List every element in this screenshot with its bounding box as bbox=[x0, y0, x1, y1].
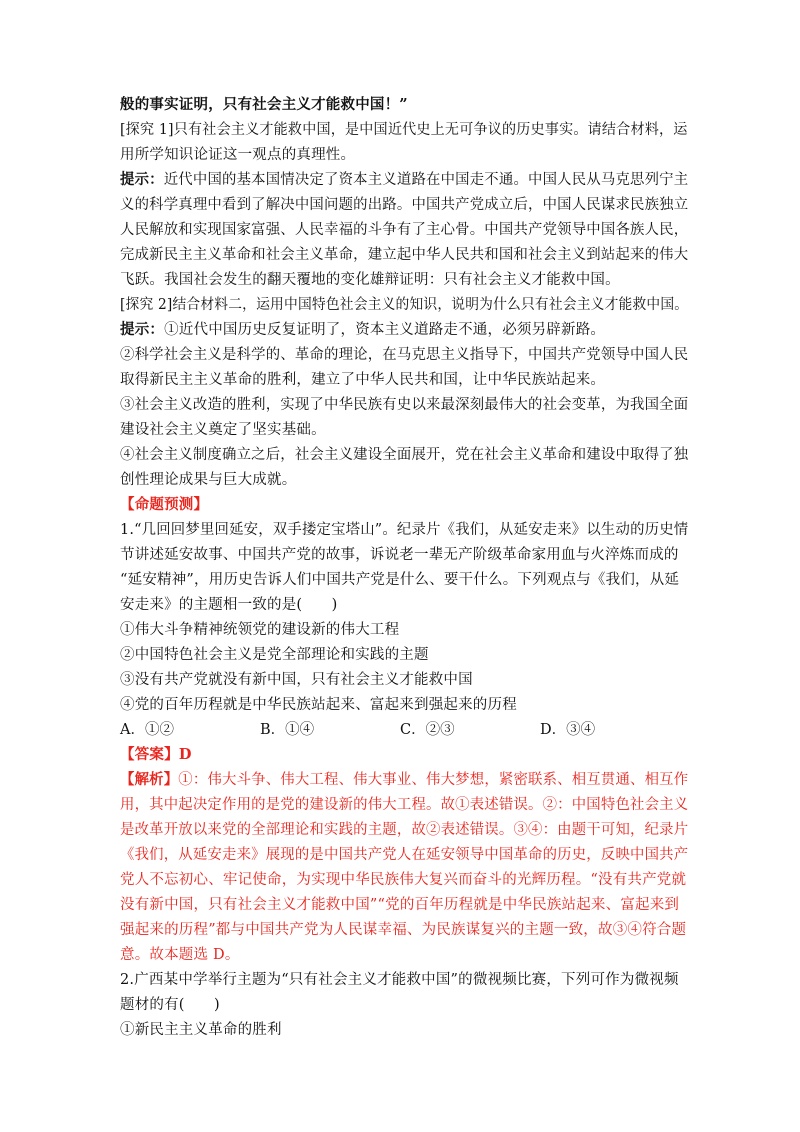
text: ①近代中国历史反复证明了，资本主义道路走不通，必须另辟新路。 bbox=[164, 322, 606, 338]
section-heading: 【命题预测】 bbox=[120, 496, 209, 513]
label: 【答案】 bbox=[120, 746, 179, 763]
hint-2 bbox=[120, 320, 605, 340]
explore-1-question bbox=[120, 120, 688, 140]
text-line: 人民解放和实现国家富强、人民幸福的斗争有了主心骨。中国共产党领导中国各族人民， bbox=[120, 222, 689, 238]
analysis-line bbox=[120, 770, 688, 790]
text-line: ②科学社会主义是科学的、革命的理论，在马克思主义指导下，中国共产党领导中国人民 bbox=[120, 347, 689, 363]
analysis-line: 党人不忘初心、牢记使命，为实现中华民族伟大复兴而奋斗的光辉历程。“没有共产党就 bbox=[120, 872, 687, 888]
label: 提示： bbox=[120, 321, 165, 338]
text-line: 完成新民主主义革命和社会主义革命，建立起中华人民共和国和社会主义到站起来的伟大 bbox=[120, 247, 689, 263]
option-b: B．①④ bbox=[260, 722, 315, 738]
text-line: 节讲述延安故事、中国共产党的故事，诉说老一辈无产阶级革命家用血与火淬炼而成的 bbox=[120, 547, 679, 563]
question-1: 1.“几回回梦里回延安，双手搂定宝塔山”。纪录片《我们，从延安走来》以生动的历史情 bbox=[120, 522, 689, 538]
text-line: 义的科学真理中看到了解决中国问题的出路。中国共产党成立后，中国人民谋求民族独立 bbox=[120, 197, 689, 213]
analysis-line: 意。故本题选 D。 bbox=[120, 947, 240, 963]
statement-1: ①新民主主义革命的胜利 bbox=[120, 1022, 282, 1038]
option-d: D．③④ bbox=[540, 722, 596, 738]
analysis-line: 强起来的历程”都与中国共产党为人民谋幸福、为民族谋复兴的主题一致，故③④符合题 bbox=[120, 922, 687, 938]
text-line: “延安精神”，用历史告诉人们中国共产党是什么、要干什么。下列观点与《我们，从延 bbox=[120, 572, 680, 588]
text-line: 安走来》的主题相一致的是( ) bbox=[120, 597, 338, 613]
text-line: 题材的有( ) bbox=[120, 997, 220, 1013]
label: 提示： bbox=[120, 171, 164, 188]
text-line: 取得新民主主义革命的胜利，建立了中华人民共和国，让中华民族站起来。 bbox=[120, 372, 606, 388]
text: 近代中国的基本国情决定了资本主义道路在中国走不通。中国人民从马克思列宁主 bbox=[163, 172, 689, 188]
option-c: C．②③ bbox=[400, 722, 455, 738]
option-a: A．①② bbox=[120, 722, 174, 738]
analysis-line: 用，其中起决定作用的是党的建设新的伟大工程。故①表述错误。②：中国特色社会主义 bbox=[120, 797, 689, 813]
answer-value: D bbox=[178, 746, 192, 763]
text-line: ③社会主义改造的胜利，实现了中华民族有史以来最深刻最伟大的社会变革，为我国全面 bbox=[120, 397, 689, 413]
explore-2-question bbox=[120, 295, 688, 315]
question-2: 2.广西某中学举行主题为“只有社会主义才能救中国”的微视频比赛，下列可作为微视频 bbox=[120, 972, 679, 988]
text: 只有社会主义才能救中国，是中国近代史上无可争议的历史事实。请结合材料，运 bbox=[173, 122, 688, 138]
text: 般的事实证明，只有社会主义才能救中国！” bbox=[120, 96, 408, 113]
analysis-line: 没有新中国，只有社会主义才能救中国”“党的百年历程就是中华民族站起来、富起来到 bbox=[120, 897, 680, 913]
statement-4: ④党的百年历程就是中华民族站起来、富起来到强起来的历程 bbox=[120, 697, 517, 713]
text-line: 用所学知识论证这一观点的真理性。 bbox=[120, 147, 356, 163]
label: [探究 1] bbox=[120, 122, 174, 138]
text-line: 飞跃。我国社会发生的翻天覆地的变化雄辩证明：只有社会主义才能救中国。 bbox=[120, 272, 620, 288]
text: ①：伟大斗争、伟大工程、伟大事业、伟大梦想，紧密联系、相互贯通、相互作 bbox=[178, 772, 689, 788]
text-line bbox=[120, 95, 408, 115]
text-line: 建设社会主义奠定了坚实基础。 bbox=[120, 422, 326, 438]
label: 【解析】 bbox=[120, 771, 179, 788]
analysis-line: 《我们，从延安走来》展现的是中国共产党人在延安领导中国革命的历史，反映中国共产 bbox=[120, 847, 689, 863]
hint-1 bbox=[120, 170, 688, 190]
answer-line bbox=[120, 745, 192, 765]
statement-2: ②中国特色社会主义是党全部理论和实践的主题 bbox=[120, 647, 429, 663]
label: [探究 2] bbox=[120, 297, 173, 313]
text-line: 创性理论成果与巨大成就。 bbox=[120, 472, 297, 488]
text: 结合材料二，运用中国特色社会主义的知识，说明为什么只有社会主义才能救中国。 bbox=[172, 297, 689, 313]
text-line: ④社会主义制度确立之后，社会主义建设全面展开，党在社会主义革命和建设中取得了独 bbox=[120, 447, 689, 463]
statement-1: ①伟大斗争精神统领党的建设新的伟大工程 bbox=[120, 622, 400, 638]
analysis-line: 是改革开放以来党的全部理论和实践的主题，故②表述错误。③④：由题干可知，纪录片 bbox=[120, 822, 689, 838]
statement-3: ③没有共产党就没有新中国，只有社会主义才能救中国 bbox=[120, 672, 473, 688]
